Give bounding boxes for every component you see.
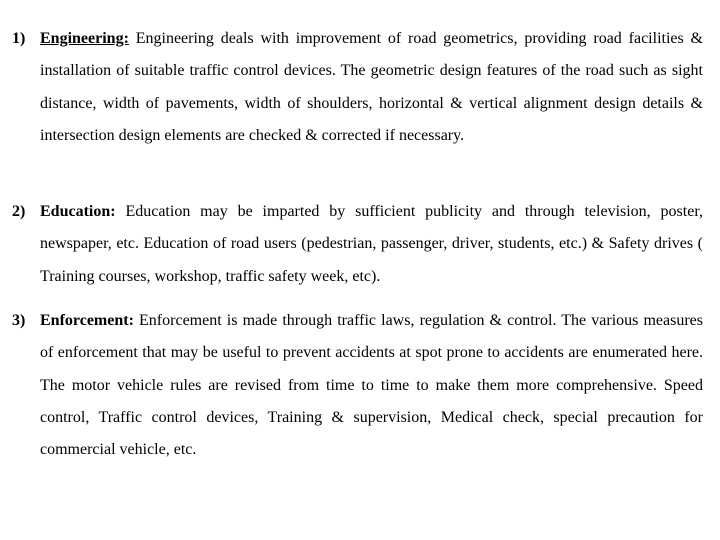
item-text (40, 23, 703, 152)
item-body: Education may be imparted by sufficient publicity and through television, poster, newspaper, etc. Education of road users (pedestrian, passenger, driver, students, etc.) & Safety drives ( Training courses, workshop, traffic safety week, etc). (40, 203, 704, 285)
item-text (40, 196, 703, 293)
item-body: Enforcement is made through traffic laws, regulation & control. The various measures of enforcement that may be useful to prevent accidents at spot prone to accidents are enumerated here. The motor vehicle rules are revised from time to time to make them more comprehensive. Speed control, Traffic control devices, Training & supervision, Medical check, special precaution for commercial vehicle, etc. (40, 312, 704, 459)
item-text (40, 305, 703, 466)
item-term: Engineering: (40, 30, 129, 47)
item-number: 1) (12, 30, 26, 47)
item-number: 2) (12, 203, 26, 220)
item-body: Engineering deals with improvement of road geometrics, providing road facilities & installation of suitable traffic control devices. The geometric design features of the road such as sight distance, width of pavements, width of shoulders, horizontal & vertical alignment design details & intersection design elements are checked & corrected if necessary. (40, 30, 704, 144)
item-term: Education: (40, 203, 116, 220)
item-number: 3) (12, 312, 26, 329)
item-term: Enforcement: (40, 312, 134, 329)
